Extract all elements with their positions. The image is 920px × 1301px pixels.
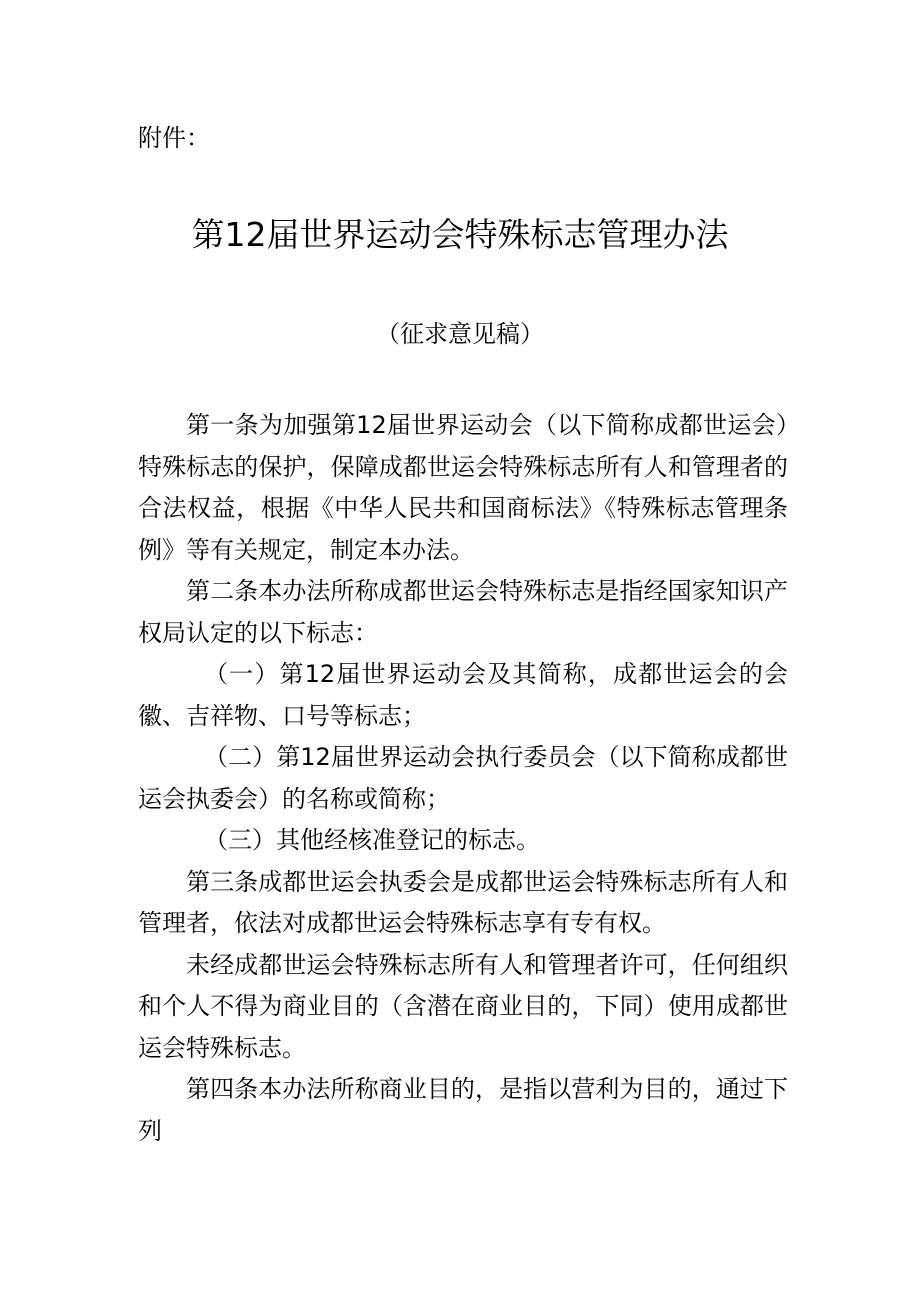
article-3-paragraph: 第三条成都世运会执委会是成都世运会特殊标志所有人和管理者，依法对成都世运会特殊标志享有专有权。 (138, 867, 788, 937)
attachment-label: 附件： (138, 124, 210, 152)
article-3-paragraph-2: 未经成都世运会特殊标志所有人和管理者许可，任何组织和个人不得为商业目的（含潜在商业目的，下同）使用成都世运会特殊标志。 (138, 950, 788, 1062)
article-2-item-2: （二）第12届世界运动会执行委员会（以下简称成都世运会执委会）的名称或简称； (138, 743, 788, 813)
article-4-paragraph: 第四条本办法所称商业目的，是指以营利为目的，通过下列 (138, 1075, 788, 1145)
document-body (138, 405, 788, 1152)
document-title: 第12届世界运动会特殊标志管理办法 (191, 215, 729, 254)
article-2-item-3: （三）其他经核准登记的标志。 (204, 826, 540, 854)
article-2-item-1: （一）第12届世界运动会及其简称，成都世运会的会徽、吉祥物、口号等标志； (138, 660, 788, 730)
document-subtitle: （征求意见稿） (376, 320, 544, 348)
article-2-paragraph: 第二条本办法所称成都世运会特殊标志是指经国家知识产权局认定的以下标志： (138, 577, 788, 647)
article-1-paragraph: 第一条为加强第12届世界运动会（以下简称成都世运会）特殊标志的保护，保障成都世运会特殊标志所有人和管理者的合法权益，根据《中华人民共和国商标法》《特殊标志管理条例》等有关规定，制定本办法。 (138, 411, 788, 564)
